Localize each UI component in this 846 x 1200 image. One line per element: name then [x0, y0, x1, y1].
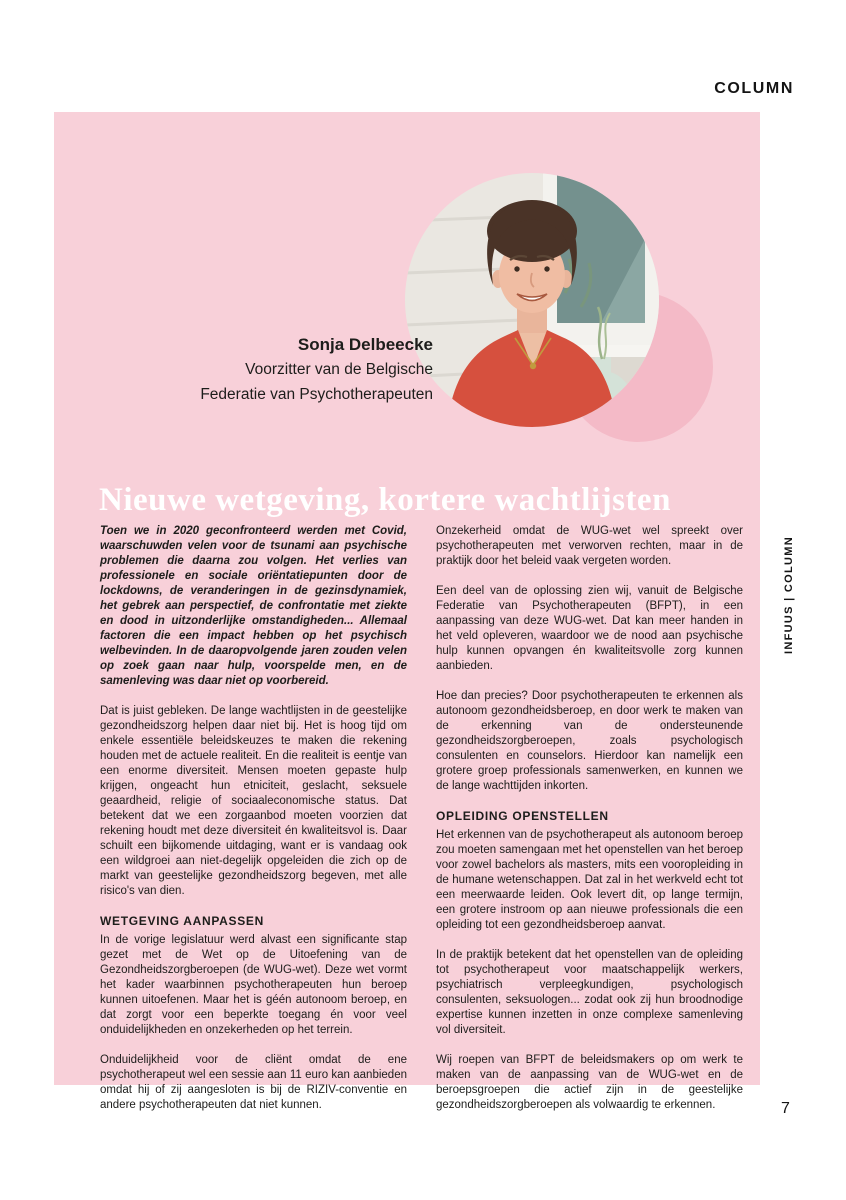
article-paragraph: Hoe dan precies? Door psychotherapeuten te erkennen als autonoom gezondheidsberoep, en door werk te maken van de erkenning van de ondersteunende gezondheidszorgberoepen, zoals psychologisch consulenten en counselors. Hierdoor kan namelijk een grotere groep professionals samenwerken, en kunnen we de lange wachttijden inkorten. [436, 690, 743, 792]
author-photo [405, 173, 659, 427]
page-category-label: COLUMN [714, 80, 794, 97]
article-paragraph: Onduidelijkheid voor de cliënt omdat de ene psychotherapeut wel een sessie aan 11 euro kan aanbieden omdat hij of zij aangesloten is bij de RIZIV-conventie en andere psychotherapeuten dat niet kunnen. [100, 1054, 407, 1111]
article-paragraph: Dat is juist gebleken. De lange wachtlijsten in de geestelijke gezondheidszorg helpen daar niet bij. Het is hoog tijd om enkele essentiële beleidskeuzes te maken die rekening houden met de actuele realiteit. En die realiteit is eentje van een enorme diversiteit. Mensen moeten gepaste hulp krijgen, ongeacht hun etniciteit, geslacht, seksuele geaardheid, religie of sociaaleconomische status. Dat betekent dat we een zorgaanbod moeten voorzien dat rekening houdt met deze diversiteit én kwaliteitsvol is. Daar schuilt een bijkomende uitdaging, want er is vandaag ook een wildgroei aan niet-degelijk opgeleiden die zich op de markt van geestelijke gezondheidszorg begeven, met alle risico's van dien. [100, 705, 407, 897]
author-portrait-illustration [405, 173, 659, 427]
article-paragraph: Het erkennen van de psychotherapeut als autonoom beroep zou moeten samengaan met het openstellen van het beroep voor zowel bachelors als masters, mits een vooropleiding in de humane wetenschappen. Dat zal in het werkveld echt tot een meerwaarde leiden. Ook levert dit, op lange termijn, een grotere instroom op aan nieuwe professionals die een opleiding tot een gezondheidsberoep aanvat. [436, 829, 743, 931]
article-paragraph: Toen we in 2020 geconfronteerd werden met Covid, waarschuwden velen voor de tsunami aan psychische problemen die daarna zou volgen. Het verlies van professionele en sociale oriëntatiepunten door de lockdowns, de veranderingen in de gezinsdynamiek, het gebrek aan perspectief, de confrontatie met ziekte en dood in uitzonderlijke omstandigheden... Allemaal factoren die een impact hebben op het psychisch welbevinden. In de daaropvolgende jaren zouden velen op zoek gaan naar hulp, voorspelde men, en de samenleving was daar niet op voorbereid. [100, 525, 407, 687]
article-paragraph: Een deel van de oplossing zien wij, vanuit de Belgische Federatie van Psychotherapeuten (BFPT), in een aanpassing van deze WUG-wet. Dat kan meer handen in het veld opleveren, waardoor we de nood aan psychische hulp kunnen opvangen én kwaliteitsvolle zorg kunnen aanbieden. [436, 585, 743, 672]
right-column [436, 524, 743, 1128]
article-paragraph: Onzekerheid omdat de WUG-wet wel spreekt over psychotherapeuten met verworven rechten, maar in de praktijk door het beleid vaak vergeten worden. [436, 525, 743, 567]
author-role-line2: Federatie van Psychotherapeuten [200, 386, 433, 403]
left-column [100, 524, 407, 1128]
author-name: Sonja Delbeecke [297, 335, 433, 354]
section-heading: WETGEVING AANPASSEN [100, 914, 264, 928]
article-title: Nieuwe wetgeving, kortere wachtlijsten [99, 482, 671, 519]
article-paragraph: In de vorige legislatuur werd alvast een significante stap gezet met de Wet op de Uitoefening van de Gezondheidszorgberoepen (de WUG-wet). Deze wet vormt het kader waarbinnen psychotherapeuten hun beroep kunnen uitoefenen. Maar het is géén autonoom beroep, en dat zorgt voor een beperkte toegang én voor veel onduidelijkheden en onzekerheden op het terrein. [100, 934, 407, 1036]
page-number: 7 [781, 1100, 790, 1117]
article-paragraph: Wij roepen van BFPT de beleidsmakers op om werk te maken van de aanpassing van de WUG-wet en de beroepsgroepen die actief zijn in de geestelijke gezondheidszorgberoepen als volwaardig te erkennen. [436, 1054, 743, 1111]
article-body [100, 524, 743, 1128]
article-paragraph: In de praktijk betekent dat het openstellen van de opleiding tot psychotherapeut voor maatschappelijk werkers, psychiatrisch verpleegkundigen, psychologisch consulenten, seksuologen... zodat ook zij hun broodnodige expertise kunnen inzetten in onze complexe samenleving vol diversiteit. [436, 949, 743, 1036]
author-block [200, 332, 433, 407]
author-role-line1: Voorzitter van de Belgische [245, 361, 433, 378]
section-heading: OPLEIDING OPENSTELLEN [436, 809, 609, 823]
magazine-side-label: INFUUS | COLUMN [783, 536, 795, 654]
